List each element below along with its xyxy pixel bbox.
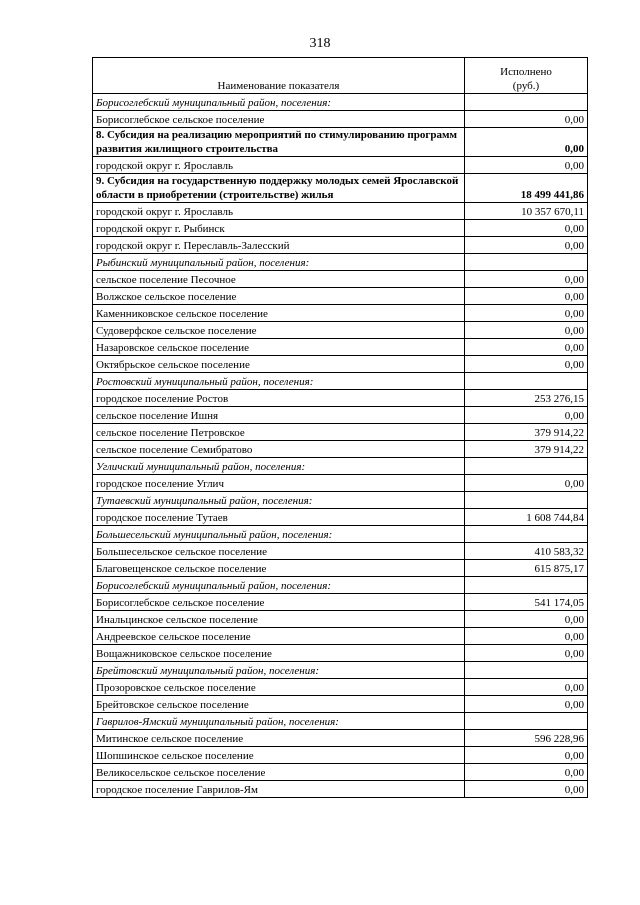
column-header-name: Наименование показателя bbox=[93, 58, 465, 94]
table-row bbox=[93, 764, 588, 781]
table-row bbox=[93, 220, 588, 237]
row-value: 379 914,22 bbox=[465, 441, 588, 458]
row-name: городской округ г. Ярославль bbox=[93, 203, 465, 220]
table-row bbox=[93, 781, 588, 798]
row-value: 0,00 bbox=[465, 764, 588, 781]
table-row bbox=[93, 611, 588, 628]
district-row bbox=[93, 492, 588, 509]
row-name: Благовещенское сельское поселение bbox=[93, 560, 465, 577]
district-row bbox=[93, 94, 588, 111]
district-row bbox=[93, 662, 588, 679]
table-row bbox=[93, 356, 588, 373]
table-row bbox=[93, 271, 588, 288]
table-row bbox=[93, 288, 588, 305]
row-name: Великосельское сельское поселение bbox=[93, 764, 465, 781]
row-value bbox=[465, 662, 588, 679]
row-value: 0,00 bbox=[465, 475, 588, 492]
row-value: 0,00 bbox=[465, 628, 588, 645]
row-name: сельское поселение Семибратово bbox=[93, 441, 465, 458]
row-value: 0,00 bbox=[465, 696, 588, 713]
district-row bbox=[93, 713, 588, 730]
row-name: городской округ г. Ярославль bbox=[93, 157, 465, 174]
row-value: 1 608 744,84 bbox=[465, 509, 588, 526]
row-value: 0,00 bbox=[465, 157, 588, 174]
table-row bbox=[93, 645, 588, 662]
row-value bbox=[465, 713, 588, 730]
row-name: городской округ г. Переславль-Залесский bbox=[93, 237, 465, 254]
table-row bbox=[93, 157, 588, 174]
district-row bbox=[93, 373, 588, 390]
row-value: 0,00 bbox=[465, 220, 588, 237]
row-value: 0,00 bbox=[465, 305, 588, 322]
row-name: городское поселение Углич bbox=[93, 475, 465, 492]
column-header-value-line1: Исполнено bbox=[500, 66, 552, 78]
row-name: Гаврилов-Ямский муниципальный район, поселения: bbox=[93, 713, 465, 730]
row-value: 0,00 bbox=[465, 747, 588, 764]
table-row bbox=[93, 305, 588, 322]
row-value: 0,00 bbox=[465, 356, 588, 373]
table-row bbox=[93, 679, 588, 696]
district-row bbox=[93, 577, 588, 594]
row-value: 410 583,32 bbox=[465, 543, 588, 560]
row-value: 0,00 bbox=[465, 645, 588, 662]
table-row bbox=[93, 543, 588, 560]
row-value: 0,00 bbox=[465, 288, 588, 305]
table-row bbox=[93, 475, 588, 492]
row-name: сельское поселение Ишня bbox=[93, 407, 465, 424]
district-row bbox=[93, 254, 588, 271]
page-number: 318 bbox=[309, 36, 331, 51]
table-row bbox=[93, 747, 588, 764]
table-row bbox=[93, 441, 588, 458]
row-name: Большесельское сельское поселение bbox=[93, 543, 465, 560]
row-value: 0,00 bbox=[465, 407, 588, 424]
row-value: 0,00 bbox=[465, 339, 588, 356]
row-name: Борисоглебское сельское поселение bbox=[93, 594, 465, 611]
row-name: Борисоглебское сельское поселение bbox=[93, 111, 465, 128]
row-name: городское поселение Тутаев bbox=[93, 509, 465, 526]
row-value bbox=[465, 94, 588, 111]
table-row bbox=[93, 424, 588, 441]
row-value bbox=[465, 373, 588, 390]
table-row bbox=[93, 390, 588, 407]
row-name: Ростовский муниципальный район, поселения: bbox=[93, 373, 465, 390]
row-name: Октябрьское сельское поселение bbox=[93, 356, 465, 373]
column-header-value bbox=[465, 58, 588, 94]
table-row bbox=[93, 628, 588, 645]
row-name: Брейтовский муниципальный район, поселения: bbox=[93, 662, 465, 679]
row-name: Каменниковское сельское поселение bbox=[93, 305, 465, 322]
row-name: Инальцинское сельское поселение bbox=[93, 611, 465, 628]
row-value: 18 499 441,86 bbox=[465, 174, 588, 203]
row-name: Большесельский муниципальный район, поселения: bbox=[93, 526, 465, 543]
row-name: Борисоглебский муниципальный район, поселения: bbox=[93, 577, 465, 594]
row-value: 0,00 bbox=[465, 237, 588, 254]
row-name: сельское поселение Петровское bbox=[93, 424, 465, 441]
row-name: сельское поселение Песочное bbox=[93, 271, 465, 288]
row-value bbox=[465, 526, 588, 543]
row-value bbox=[465, 254, 588, 271]
row-value: 379 914,22 bbox=[465, 424, 588, 441]
table-row bbox=[93, 696, 588, 713]
row-name: городское поселение Ростов bbox=[93, 390, 465, 407]
row-value: 596 228,96 bbox=[465, 730, 588, 747]
table-body bbox=[93, 94, 588, 798]
row-name: городское поселение Гаврилов-Ям bbox=[93, 781, 465, 798]
row-value: 0,00 bbox=[465, 111, 588, 128]
report-table bbox=[92, 57, 588, 798]
row-name: Шопшинское сельское поселение bbox=[93, 747, 465, 764]
table-row bbox=[93, 560, 588, 577]
table-row bbox=[93, 322, 588, 339]
row-value: 10 357 670,11 bbox=[465, 203, 588, 220]
row-value: 541 174,05 bbox=[465, 594, 588, 611]
district-row bbox=[93, 526, 588, 543]
row-value: 0,00 bbox=[465, 128, 588, 157]
table-row bbox=[93, 339, 588, 356]
table-row bbox=[93, 407, 588, 424]
row-name: Назаровское сельское поселение bbox=[93, 339, 465, 356]
table-row bbox=[93, 203, 588, 220]
row-value: 0,00 bbox=[465, 781, 588, 798]
row-name: городской округ г. Рыбинск bbox=[93, 220, 465, 237]
table-row bbox=[93, 730, 588, 747]
table-row bbox=[93, 111, 588, 128]
row-name: Рыбинский муниципальный район, поселения: bbox=[93, 254, 465, 271]
table-row bbox=[93, 237, 588, 254]
section-row bbox=[93, 128, 588, 157]
row-name: Борисоглебский муниципальный район, поселения: bbox=[93, 94, 465, 111]
row-name: 9. Субсидия на государственную поддержку молодых семей Ярославской области в приобретении (строительстве) жилья bbox=[93, 174, 465, 203]
row-value bbox=[465, 458, 588, 475]
row-name: Судоверфское сельское поселение bbox=[93, 322, 465, 339]
table-row bbox=[93, 509, 588, 526]
row-value bbox=[465, 492, 588, 509]
row-value: 0,00 bbox=[465, 322, 588, 339]
row-value: 0,00 bbox=[465, 271, 588, 288]
row-name: Прозоровское сельское поселение bbox=[93, 679, 465, 696]
row-name: Угличский муниципальный район, поселения: bbox=[93, 458, 465, 475]
row-name: Тутаевский муниципальный район, поселения: bbox=[93, 492, 465, 509]
column-header-value-line2: (руб.) bbox=[512, 80, 540, 92]
row-value: 0,00 bbox=[465, 679, 588, 696]
section-row bbox=[93, 174, 588, 203]
row-value: 0,00 bbox=[465, 611, 588, 628]
row-name: 8. Субсидия на реализацию мероприятий по стимулированию программ развития жилищного строительства bbox=[93, 128, 465, 157]
district-row bbox=[93, 458, 588, 475]
row-value: 615 875,17 bbox=[465, 560, 588, 577]
row-name: Брейтовское сельское поселение bbox=[93, 696, 465, 713]
row-name: Митинское сельское поселение bbox=[93, 730, 465, 747]
row-value: 253 276,15 bbox=[465, 390, 588, 407]
row-value bbox=[465, 577, 588, 594]
row-name: Вощажниковское сельское поселение bbox=[93, 645, 465, 662]
table-row bbox=[93, 594, 588, 611]
table-header-row bbox=[93, 58, 588, 94]
row-name: Андреевское сельское поселение bbox=[93, 628, 465, 645]
row-name: Волжское сельское поселение bbox=[93, 288, 465, 305]
